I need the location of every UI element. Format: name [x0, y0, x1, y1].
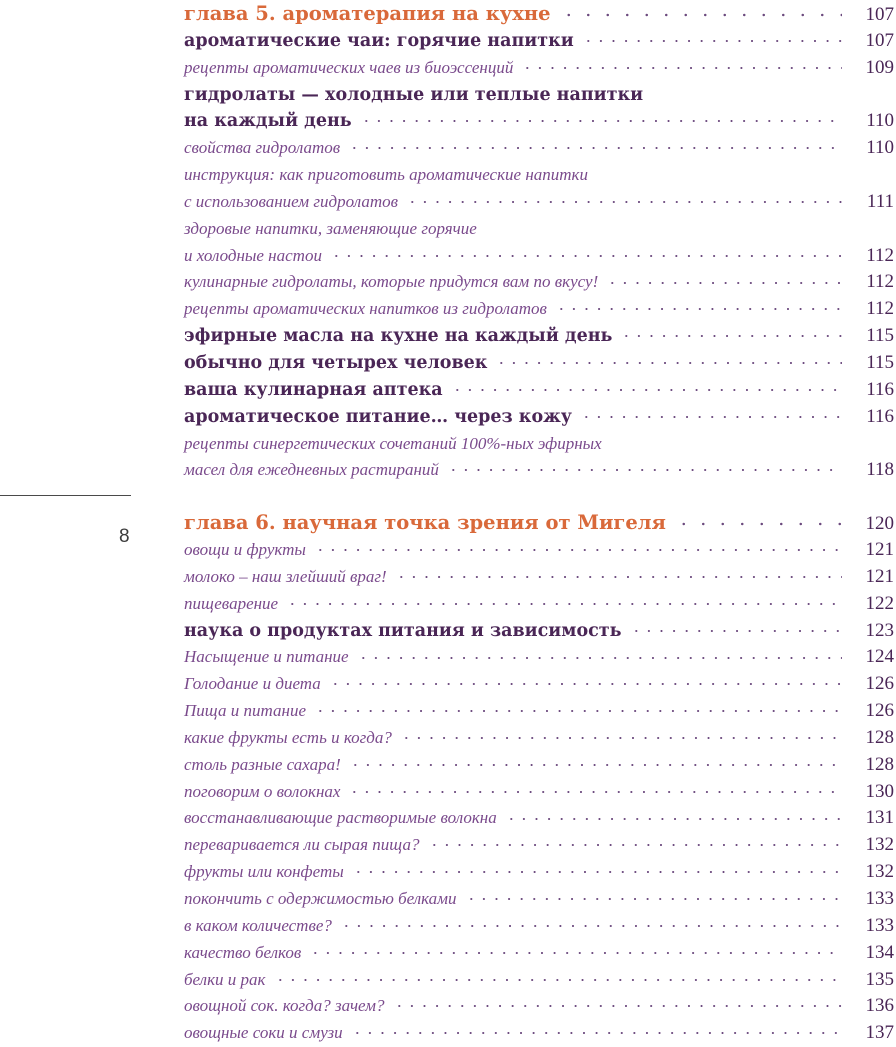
- page-ref: 111: [866, 190, 894, 212]
- page-ref: 118: [866, 459, 894, 481]
- page-ref: 123: [865, 619, 894, 641]
- page-ref: 107: [865, 4, 894, 25]
- entry-title: овощные соки и смузи: [184, 1023, 343, 1043]
- page-ref: 132: [865, 861, 894, 883]
- page-ref: 116: [866, 405, 894, 427]
- entry-title: свойства гидролатов: [184, 138, 341, 158]
- page-ref: 112: [866, 298, 894, 320]
- toc-entry[interactable]: [184, 886, 894, 913]
- dot-leader: [357, 646, 842, 662]
- page-ref: 122: [865, 592, 894, 614]
- dot-leader: [580, 406, 842, 422]
- entry-title: ваша кулинарная аптека: [184, 379, 443, 400]
- entry-title: Пища и питание: [184, 701, 306, 721]
- page-ref: 126: [865, 700, 894, 722]
- entry-title: переваривается ли сырая пища?: [184, 835, 420, 855]
- entry-title: столь разные сахара!: [184, 754, 341, 774]
- entry-title: Голодание и диета: [184, 674, 321, 694]
- dot-leader: [314, 539, 842, 555]
- dot-leader: [447, 459, 842, 475]
- entry-title: в каком количестве?: [184, 915, 332, 935]
- dot-leader: [274, 969, 843, 985]
- dot-leader: [428, 834, 842, 850]
- entry-title: кулинарные гидролаты, которые придутся вам по вкусу!: [184, 272, 599, 292]
- chapter-5-heading[interactable]: [184, 1, 894, 28]
- toc-entry[interactable]: [184, 832, 894, 859]
- chapter-title: глава 6. научная точка зрения от Мигеля: [184, 511, 666, 535]
- page-ref: 121: [865, 539, 894, 561]
- dot-leader: [352, 861, 842, 877]
- dot-leader: [505, 807, 842, 823]
- toc-entry[interactable]: [184, 698, 894, 725]
- section-gap: [184, 484, 894, 510]
- toc-entry[interactable]: [184, 591, 894, 618]
- entry-title: масел для ежедневных растираний: [184, 460, 439, 480]
- toc-entry[interactable]: [184, 671, 894, 698]
- entry-title: покончить с одержимостью белками: [184, 889, 457, 908]
- dot-leader: [451, 379, 842, 395]
- dot-leader: [606, 271, 842, 287]
- toc-entry[interactable]: [184, 162, 894, 216]
- toc-entry[interactable]: [184, 967, 894, 994]
- page-ref: 107: [865, 29, 894, 51]
- dot-leader: [630, 620, 843, 636]
- dot-leader: [620, 325, 842, 341]
- page-ref: 112: [866, 271, 894, 293]
- entry-title: с использованием гидролатов: [184, 191, 398, 211]
- dot-leader: [674, 513, 842, 529]
- entry-title: и холодные настои: [184, 245, 322, 265]
- page-ref: 120: [865, 513, 894, 535]
- dot-leader: [465, 888, 842, 904]
- page-ref: 128: [865, 753, 894, 775]
- entry-title: наука о продуктах питания и зависимость: [184, 620, 622, 641]
- entry-title-line: рецепты синергетических сочетаний 100%-ных эфирных: [184, 433, 602, 453]
- toc-entry[interactable]: [184, 779, 894, 806]
- dot-leader: [286, 593, 842, 609]
- toc-entry[interactable]: [184, 805, 894, 832]
- toc-entry[interactable]: [184, 644, 894, 671]
- entry-title: овощи и фрукты: [184, 540, 306, 560]
- dot-leader: [330, 245, 842, 261]
- toc-entry[interactable]: [184, 82, 894, 136]
- dot-leader: [340, 915, 842, 931]
- toc-entry[interactable]: [184, 323, 894, 350]
- toc-entry[interactable]: [184, 216, 894, 270]
- margin-rule: [0, 495, 131, 496]
- dot-leader: [521, 57, 842, 73]
- page-ref: 109: [865, 56, 894, 78]
- page-ref: 116: [866, 378, 894, 400]
- toc-entry[interactable]: [184, 913, 894, 940]
- chapter-6-entries: [184, 537, 894, 1047]
- toc-entry[interactable]: [184, 431, 894, 485]
- dot-leader: [314, 700, 842, 716]
- toc-entry[interactable]: [184, 537, 894, 564]
- dot-leader: [360, 110, 842, 126]
- entry-title: ароматическое питание… через кожу: [184, 406, 572, 427]
- entry-title-line: здоровые напитки, заменяющие горячие: [184, 218, 477, 238]
- toc-entry[interactable]: [184, 377, 894, 404]
- toc-entry[interactable]: [184, 859, 894, 886]
- entry-title: пищеварение: [184, 593, 279, 613]
- chapter-title: глава 5. ароматерапия на кухне: [184, 2, 551, 25]
- page-ref: 131: [865, 807, 894, 829]
- table-of-contents: [184, 1, 894, 1047]
- toc-entry[interactable]: [184, 350, 894, 377]
- page-ref: 136: [865, 995, 894, 1017]
- entry-title: какие фрукты есть и когда?: [184, 727, 392, 747]
- toc-entry[interactable]: [184, 296, 894, 323]
- page-ref: 124: [865, 646, 894, 668]
- page-ref: 133: [865, 888, 894, 909]
- dot-leader: [348, 137, 842, 153]
- dot-leader: [582, 30, 842, 46]
- entry-title-line: гидролаты — холодные или теплые напитки: [184, 84, 644, 105]
- page-ref: 115: [866, 325, 894, 347]
- page-ref: 133: [865, 914, 894, 936]
- dot-leader: [559, 4, 842, 20]
- page-ref: 128: [865, 726, 894, 748]
- page-ref: 137: [865, 1022, 894, 1044]
- dot-leader: [351, 1022, 842, 1038]
- dot-leader: [555, 298, 842, 314]
- entry-title: овощной сок. когда? зачем?: [184, 996, 385, 1016]
- page-ref: 126: [865, 673, 894, 695]
- toc-entry[interactable]: [184, 135, 894, 162]
- toc-entry[interactable]: [184, 725, 894, 752]
- toc-entry[interactable]: [184, 1020, 894, 1047]
- page-ref: 132: [865, 834, 894, 856]
- chapter-6-heading[interactable]: [184, 510, 894, 537]
- entry-title: белки и рак: [184, 969, 266, 989]
- chapter-5-entries: [184, 28, 894, 484]
- toc-entry[interactable]: [184, 564, 894, 591]
- dot-leader: [395, 566, 842, 582]
- page-ref: 110: [866, 137, 894, 159]
- page-ref: 134: [865, 941, 894, 963]
- entry-title: поговорим о волокнах: [184, 781, 341, 801]
- page-ref: 121: [865, 565, 894, 587]
- entry-title: восстанавливающие растворимые волокна: [184, 808, 497, 828]
- toc-entry[interactable]: [184, 28, 894, 55]
- entry-title: обычно для четырех человек: [184, 352, 488, 373]
- dot-leader: [400, 727, 842, 743]
- dot-leader: [495, 352, 842, 368]
- entry-title: рецепты ароматических чаев из биоэссенций: [184, 57, 514, 77]
- entry-title-line: инструкция: как приготовить ароматические напитки: [184, 165, 588, 185]
- dot-leader: [406, 191, 842, 207]
- toc-entry[interactable]: [184, 752, 894, 779]
- entry-title: качество белков: [184, 942, 302, 962]
- dot-leader: [309, 942, 842, 958]
- toc-entry[interactable]: [184, 940, 894, 967]
- page-ref: 135: [865, 968, 894, 990]
- dot-leader: [393, 995, 842, 1011]
- entry-title: молоко – наш злейший враг!: [184, 566, 387, 586]
- entry-title: на каждый день: [184, 111, 352, 132]
- page-ref: 112: [866, 244, 894, 266]
- dot-leader: [349, 754, 842, 770]
- page-number: 8: [119, 526, 130, 547]
- entry-title: эфирные масла на кухне на каждый день: [184, 326, 613, 347]
- toc-entry[interactable]: [184, 55, 894, 82]
- page-ref: 115: [866, 351, 894, 373]
- entry-title: Насыщение и питание: [184, 647, 349, 667]
- dot-leader: [348, 781, 842, 797]
- toc-entry[interactable]: [184, 404, 894, 431]
- toc-entry[interactable]: [184, 993, 894, 1020]
- page-ref: 130: [865, 780, 894, 802]
- toc-entry[interactable]: [184, 618, 894, 645]
- entry-title: фрукты или конфеты: [184, 862, 344, 882]
- page-ref: 110: [866, 110, 894, 132]
- entry-title: рецепты ароматических напитков из гидролатов: [184, 299, 547, 319]
- entry-title: ароматические чаи: горячие напитки: [184, 30, 574, 51]
- toc-entry[interactable]: [184, 269, 894, 296]
- dot-leader: [329, 673, 842, 689]
